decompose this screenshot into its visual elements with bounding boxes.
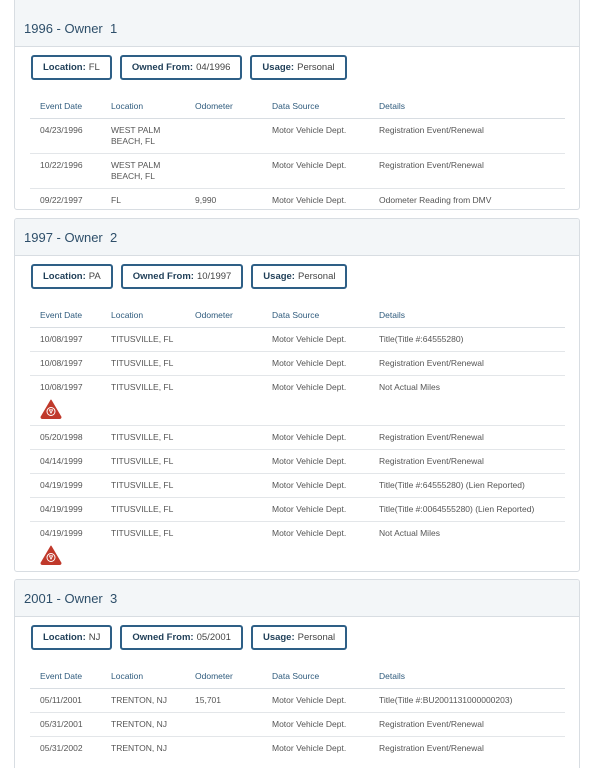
data-source-cell: Motor Vehicle Dept. <box>272 695 347 705</box>
usage-chip: Usage: Personal <box>251 625 347 650</box>
data-source-cell: Motor Vehicle Dept. <box>272 504 347 514</box>
column-header-location: Location <box>111 309 144 320</box>
odometer-cell <box>191 528 272 565</box>
table-row <box>30 689 565 713</box>
details-cell: Registration Event/Renewal <box>379 358 484 368</box>
owner-title: 2001 - Owner 3 <box>24 590 118 606</box>
data-source-cell: Motor Vehicle Dept. <box>272 432 347 442</box>
owner-card <box>14 579 580 768</box>
odometer-cell <box>191 358 272 369</box>
events-table <box>30 664 565 760</box>
table-row <box>30 328 565 352</box>
odometer-cell: 15,701 <box>195 695 221 705</box>
location-cell: TRENTON, NJ <box>111 695 168 705</box>
location-cell: FL <box>111 195 121 205</box>
data-source-cell: Motor Vehicle Dept. <box>272 528 347 538</box>
table-row <box>30 737 565 760</box>
details-cell: Title(Title #:BU2001131000000203) <box>379 695 513 705</box>
owned-from-chip: Owned From: 04/1996 <box>120 55 243 80</box>
table-row <box>30 154 565 189</box>
usage-chip: Usage: Personal <box>250 55 346 80</box>
data-source-cell: Motor Vehicle Dept. <box>272 382 347 392</box>
details-cell: Registration Event/Renewal <box>379 432 484 442</box>
event-date-cell: 10/22/1996 <box>40 160 83 170</box>
data-source-cell: Motor Vehicle Dept. <box>272 195 347 205</box>
column-header-odometer: Odometer <box>195 310 233 320</box>
owner-title: 1996 - Owner 1 <box>24 21 118 36</box>
odometer-cell <box>191 334 272 345</box>
details-cell: Registration Event/Renewal <box>379 456 484 466</box>
data-source-cell: Motor Vehicle Dept. <box>272 719 347 729</box>
location-cell: TITUSVILLE, FL <box>111 432 174 442</box>
odometer-cell <box>191 432 272 443</box>
location-cell: WEST PALM BEACH, FL <box>111 160 161 181</box>
details-cell: Registration Event/Renewal <box>379 160 484 170</box>
event-date-cell: 04/19/1999 <box>40 504 83 514</box>
owned-from-chip: Owned From: 10/1997 <box>121 264 244 289</box>
column-header-data-source: Data Source <box>272 310 320 320</box>
owner-card-header <box>15 0 579 47</box>
table-row <box>30 376 565 426</box>
data-source-cell: Motor Vehicle Dept. <box>272 456 347 466</box>
owner-card-header <box>15 219 579 256</box>
odometer-cell <box>191 480 272 491</box>
location-cell: TITUSVILLE, FL <box>111 358 174 368</box>
details-cell: Registration Event/Renewal <box>379 719 484 729</box>
odometer-cell <box>191 160 272 182</box>
event-date-cell: 04/23/1996 <box>40 125 83 135</box>
table-body <box>30 119 565 210</box>
details-cell: Title(Title #:64555280) (Lien Reported) <box>379 480 525 490</box>
event-date-cell: 04/14/1999 <box>40 456 83 466</box>
table-header <box>30 94 565 119</box>
details-cell: Not Actual Miles <box>379 528 440 538</box>
events-table <box>30 94 565 210</box>
location-cell: TRENTON, NJ <box>111 743 168 753</box>
location-cell: TITUSVILLE, FL <box>111 456 174 466</box>
event-date-cell: 05/31/2002 <box>40 743 83 753</box>
event-date-cell: 04/19/1999 <box>30 528 111 565</box>
details-cell: Odometer Reading from DMV <box>379 195 492 205</box>
table-row <box>30 522 565 572</box>
column-header-location: Location <box>111 100 144 111</box>
column-header-details: Details <box>379 309 405 320</box>
event-date-cell: 05/20/1998 <box>40 432 83 442</box>
event-date-cell: 05/31/2001 <box>40 719 83 729</box>
owner-card-header <box>15 580 579 617</box>
table-row <box>30 119 565 154</box>
data-source-cell: Motor Vehicle Dept. <box>272 743 347 753</box>
data-source-cell: Motor Vehicle Dept. <box>272 160 347 170</box>
usage-chip: Usage: Personal <box>251 264 347 289</box>
table-row <box>30 474 565 498</box>
column-header-location: Location <box>111 670 144 681</box>
location-cell: TITUSVILLE, FL <box>111 334 174 344</box>
event-date-cell: 05/11/2001 <box>40 695 82 705</box>
table-row <box>30 450 565 474</box>
owner-summary-chips <box>15 256 579 300</box>
odometer-cell <box>191 456 272 467</box>
location-cell: WEST PALM BEACH, FL <box>111 125 161 146</box>
owner-card <box>14 0 580 210</box>
location-cell: TITUSVILLE, FL <box>111 528 174 538</box>
column-header-details: Details <box>379 100 405 111</box>
column-header-odometer: Odometer <box>195 671 233 681</box>
warning-triangle-icon <box>40 545 62 565</box>
owned-from-chip: Owned From: 05/2001 <box>120 625 243 650</box>
details-cell: Registration Event/Renewal <box>379 125 484 135</box>
table-row <box>30 189 565 210</box>
event-date-cell: 10/08/1997 <box>30 382 111 419</box>
location-chip: Location: FL <box>31 55 112 80</box>
data-source-cell: Motor Vehicle Dept. <box>272 125 347 135</box>
warning-triangle-icon <box>40 399 62 419</box>
column-header-event-date: Event Date <box>40 310 83 320</box>
location-cell: TITUSVILLE, FL <box>111 504 174 514</box>
table-header <box>30 303 565 328</box>
column-header-data-source: Data Source <box>272 671 320 681</box>
location-cell: TITUSVILLE, FL <box>111 382 174 392</box>
details-cell: Title(Title #:0064555280) (Lien Reported) <box>379 504 535 514</box>
location-cell: TITUSVILLE, FL <box>111 480 174 490</box>
details-cell: Title(Title #:64555280) <box>379 334 464 344</box>
table-row <box>30 713 565 737</box>
column-header-data-source: Data Source <box>272 101 320 111</box>
event-date-cell: 09/22/1997 <box>40 195 83 205</box>
table-body <box>30 689 565 760</box>
table-body <box>30 328 565 572</box>
odometer-cell <box>191 504 272 515</box>
location-chip: Location: PA <box>31 264 113 289</box>
table-header <box>30 664 565 689</box>
event-date-cell: 04/19/1999 <box>40 480 83 490</box>
data-source-cell: Motor Vehicle Dept. <box>272 480 347 490</box>
event-date-cell: 10/08/1997 <box>40 358 83 368</box>
owner-summary-chips <box>15 47 579 91</box>
column-header-details: Details <box>379 670 405 681</box>
owner-summary-chips <box>15 617 579 661</box>
data-source-cell: Motor Vehicle Dept. <box>272 334 347 344</box>
column-header-event-date: Event Date <box>40 101 83 111</box>
details-cell: Not Actual Miles <box>379 382 440 392</box>
table-row <box>30 426 565 450</box>
location-chip: Location: NJ <box>31 625 112 650</box>
event-date-cell: 10/08/1997 <box>40 334 83 344</box>
odometer-cell <box>191 743 272 754</box>
odometer-cell: 9,990 <box>195 195 217 205</box>
odometer-cell <box>191 125 272 147</box>
owner-card <box>14 218 580 572</box>
events-table <box>30 303 565 572</box>
details-cell: Registration Event/Renewal <box>379 743 484 753</box>
column-header-odometer: Odometer <box>195 101 233 111</box>
owner-title: 1997 - Owner 2 <box>24 229 118 245</box>
table-row <box>30 498 565 522</box>
data-source-cell: Motor Vehicle Dept. <box>272 358 347 368</box>
column-header-event-date: Event Date <box>40 671 83 681</box>
odometer-cell <box>191 719 272 730</box>
table-row <box>30 352 565 376</box>
odometer-cell <box>191 382 272 419</box>
location-cell: TRENTON, NJ <box>111 719 168 729</box>
